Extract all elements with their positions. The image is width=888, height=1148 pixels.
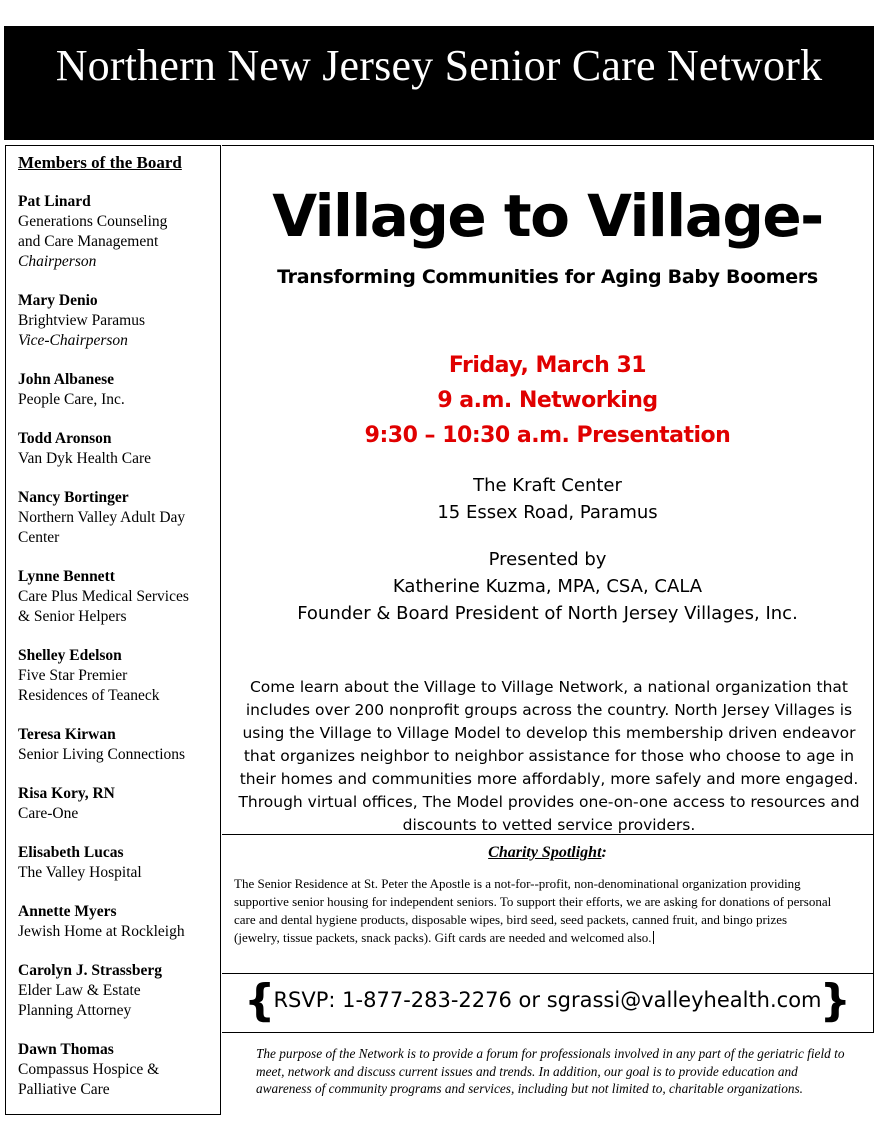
board-member — [18, 961, 218, 1021]
member-organization: Planning Attorney — [18, 1002, 132, 1019]
member-role: Vice-Chairperson — [18, 332, 128, 349]
member-organization: Jewish Home at Rockleigh — [18, 923, 185, 940]
member-organization: Care-One — [18, 805, 79, 822]
event-networking-time: 9 a.m. Networking — [437, 388, 658, 413]
board-member — [18, 1040, 218, 1100]
board-member — [18, 429, 218, 469]
member-organization: Senior Living Connections — [18, 746, 186, 763]
member-name: Mary Denio — [18, 292, 98, 309]
network-title: Northern New Jersey Senior Care Network — [55, 41, 823, 90]
member-name: Annette Myers — [18, 903, 117, 920]
member-organization: Five Star Premier — [18, 667, 128, 684]
member-organization: Compassus Hospice & — [18, 1061, 160, 1078]
left-brace: { — [244, 975, 276, 1026]
charity-body: The Senior Residence at St. Peter the Apostle is a not-for--profit, non-denominational organization providing supportive senior housing for independent seniors. To support their efforts, we are asking for donations of personal care and dental hygiene products, disposable wipes, bird seed, seed packets, canned fruit, and bingo prizes (jewelry, tissue packets, snack packs). Gift cards are needed and welcomed also. — [234, 876, 832, 945]
member-organization: Brightview Paramus — [18, 312, 145, 329]
charity-heading-colon: : — [601, 844, 607, 861]
member-name: John Albanese — [18, 371, 115, 388]
event-date: Friday, March 31 — [448, 353, 647, 378]
rsvp-text: RSVP: 1-877-283-2276 or sgrassi@valleyhealth.com — [273, 988, 822, 1012]
presenter-intro: Presented by — [488, 549, 607, 570]
board-members-list — [18, 192, 218, 1119]
event-title: Village to Village- — [272, 182, 823, 250]
venue-name: The Kraft Center — [473, 475, 622, 496]
board-member — [18, 192, 218, 272]
presenter-name: Katherine Kuzma, MPA, CSA, CALA — [392, 576, 703, 597]
member-name: Lynne Bennett — [18, 568, 115, 585]
member-name: Pat Linard — [18, 193, 91, 210]
venue — [222, 472, 873, 526]
board-sidebar — [5, 145, 221, 1115]
board-member — [18, 725, 218, 765]
board-member — [18, 646, 218, 706]
member-organization: Generations Counseling — [18, 213, 168, 230]
header-banner — [4, 26, 874, 140]
member-organization: Northern Valley Adult Day — [18, 509, 186, 526]
member-name: Risa Kory, RN — [18, 785, 115, 802]
charity-spotlight — [222, 834, 874, 974]
board-heading: Members of the Board — [18, 153, 182, 172]
board-member — [18, 567, 218, 627]
member-organization: and Care Management — [18, 233, 159, 250]
member-organization: The Valley Hospital — [18, 864, 142, 881]
text-cursor — [653, 931, 655, 944]
event-presentation-time: 9:30 – 10:30 a.m. Presentation — [364, 423, 731, 448]
member-organization: & Senior Helpers — [18, 608, 127, 625]
board-member — [18, 784, 218, 824]
board-member — [18, 488, 218, 548]
member-organization: Residences of Teaneck — [18, 687, 160, 704]
member-name: Carolyn J. Strassberg — [18, 962, 162, 979]
presenter — [222, 546, 873, 627]
member-organization: Center — [18, 529, 60, 546]
member-organization: People Care, Inc. — [18, 391, 125, 408]
board-member — [18, 291, 218, 351]
member-name: Dawn Thomas — [18, 1041, 114, 1058]
member-name: Nancy Bortinger — [18, 489, 129, 506]
member-organization: Van Dyk Health Care — [18, 450, 151, 467]
presenter-title: Founder & Board President of North Jersey Villages, Inc. — [297, 603, 798, 624]
event-subtitle: Transforming Communities for Aging Baby Boomers — [277, 266, 818, 288]
charity-heading — [222, 844, 873, 862]
venue-address: 15 Essex Road, Paramus — [437, 502, 658, 523]
charity-heading-label: Charity Spotlight — [488, 844, 602, 861]
event-panel — [222, 145, 874, 835]
rsvp-box — [222, 973, 874, 1033]
member-name: Shelley Edelson — [18, 647, 122, 664]
event-description: Come learn about the Village to Village Network, a national organization that includes over 200 nonprofit groups across the country. North Jersey Villages is using the Village to Village Model to develop this membership driven endeavor that organizes neighbor to neighbor assistance for those who choose to age in their homes and communities more affordably, more safely and more engaged. Through virtual offices, The Model provides one-on-one access to resources and discounts to vetted service providers. — [238, 678, 860, 834]
board-member — [18, 370, 218, 410]
member-organization: Care Plus Medical Services — [18, 588, 189, 605]
board-member — [18, 843, 218, 883]
member-role: Chairperson — [18, 253, 97, 270]
member-organization: Elder Law & Estate — [18, 982, 141, 999]
board-member — [18, 902, 218, 942]
charity-text — [234, 875, 834, 947]
member-name: Elisabeth Lucas — [18, 844, 124, 861]
member-name: Teresa Kirwan — [18, 726, 116, 743]
right-brace: } — [819, 975, 851, 1026]
event-schedule — [222, 348, 873, 453]
member-organization: Palliative Care — [18, 1081, 110, 1098]
member-name: Todd Aronson — [18, 430, 112, 447]
network-purpose: The purpose of the Network is to provide a forum for professionals involved in any part of the geriatric field to meet, network and discuss current issues and trends. In addition, our goal is to provide education and awareness of community programs and services, including but not limited to, charitable organizations. — [256, 1046, 845, 1096]
